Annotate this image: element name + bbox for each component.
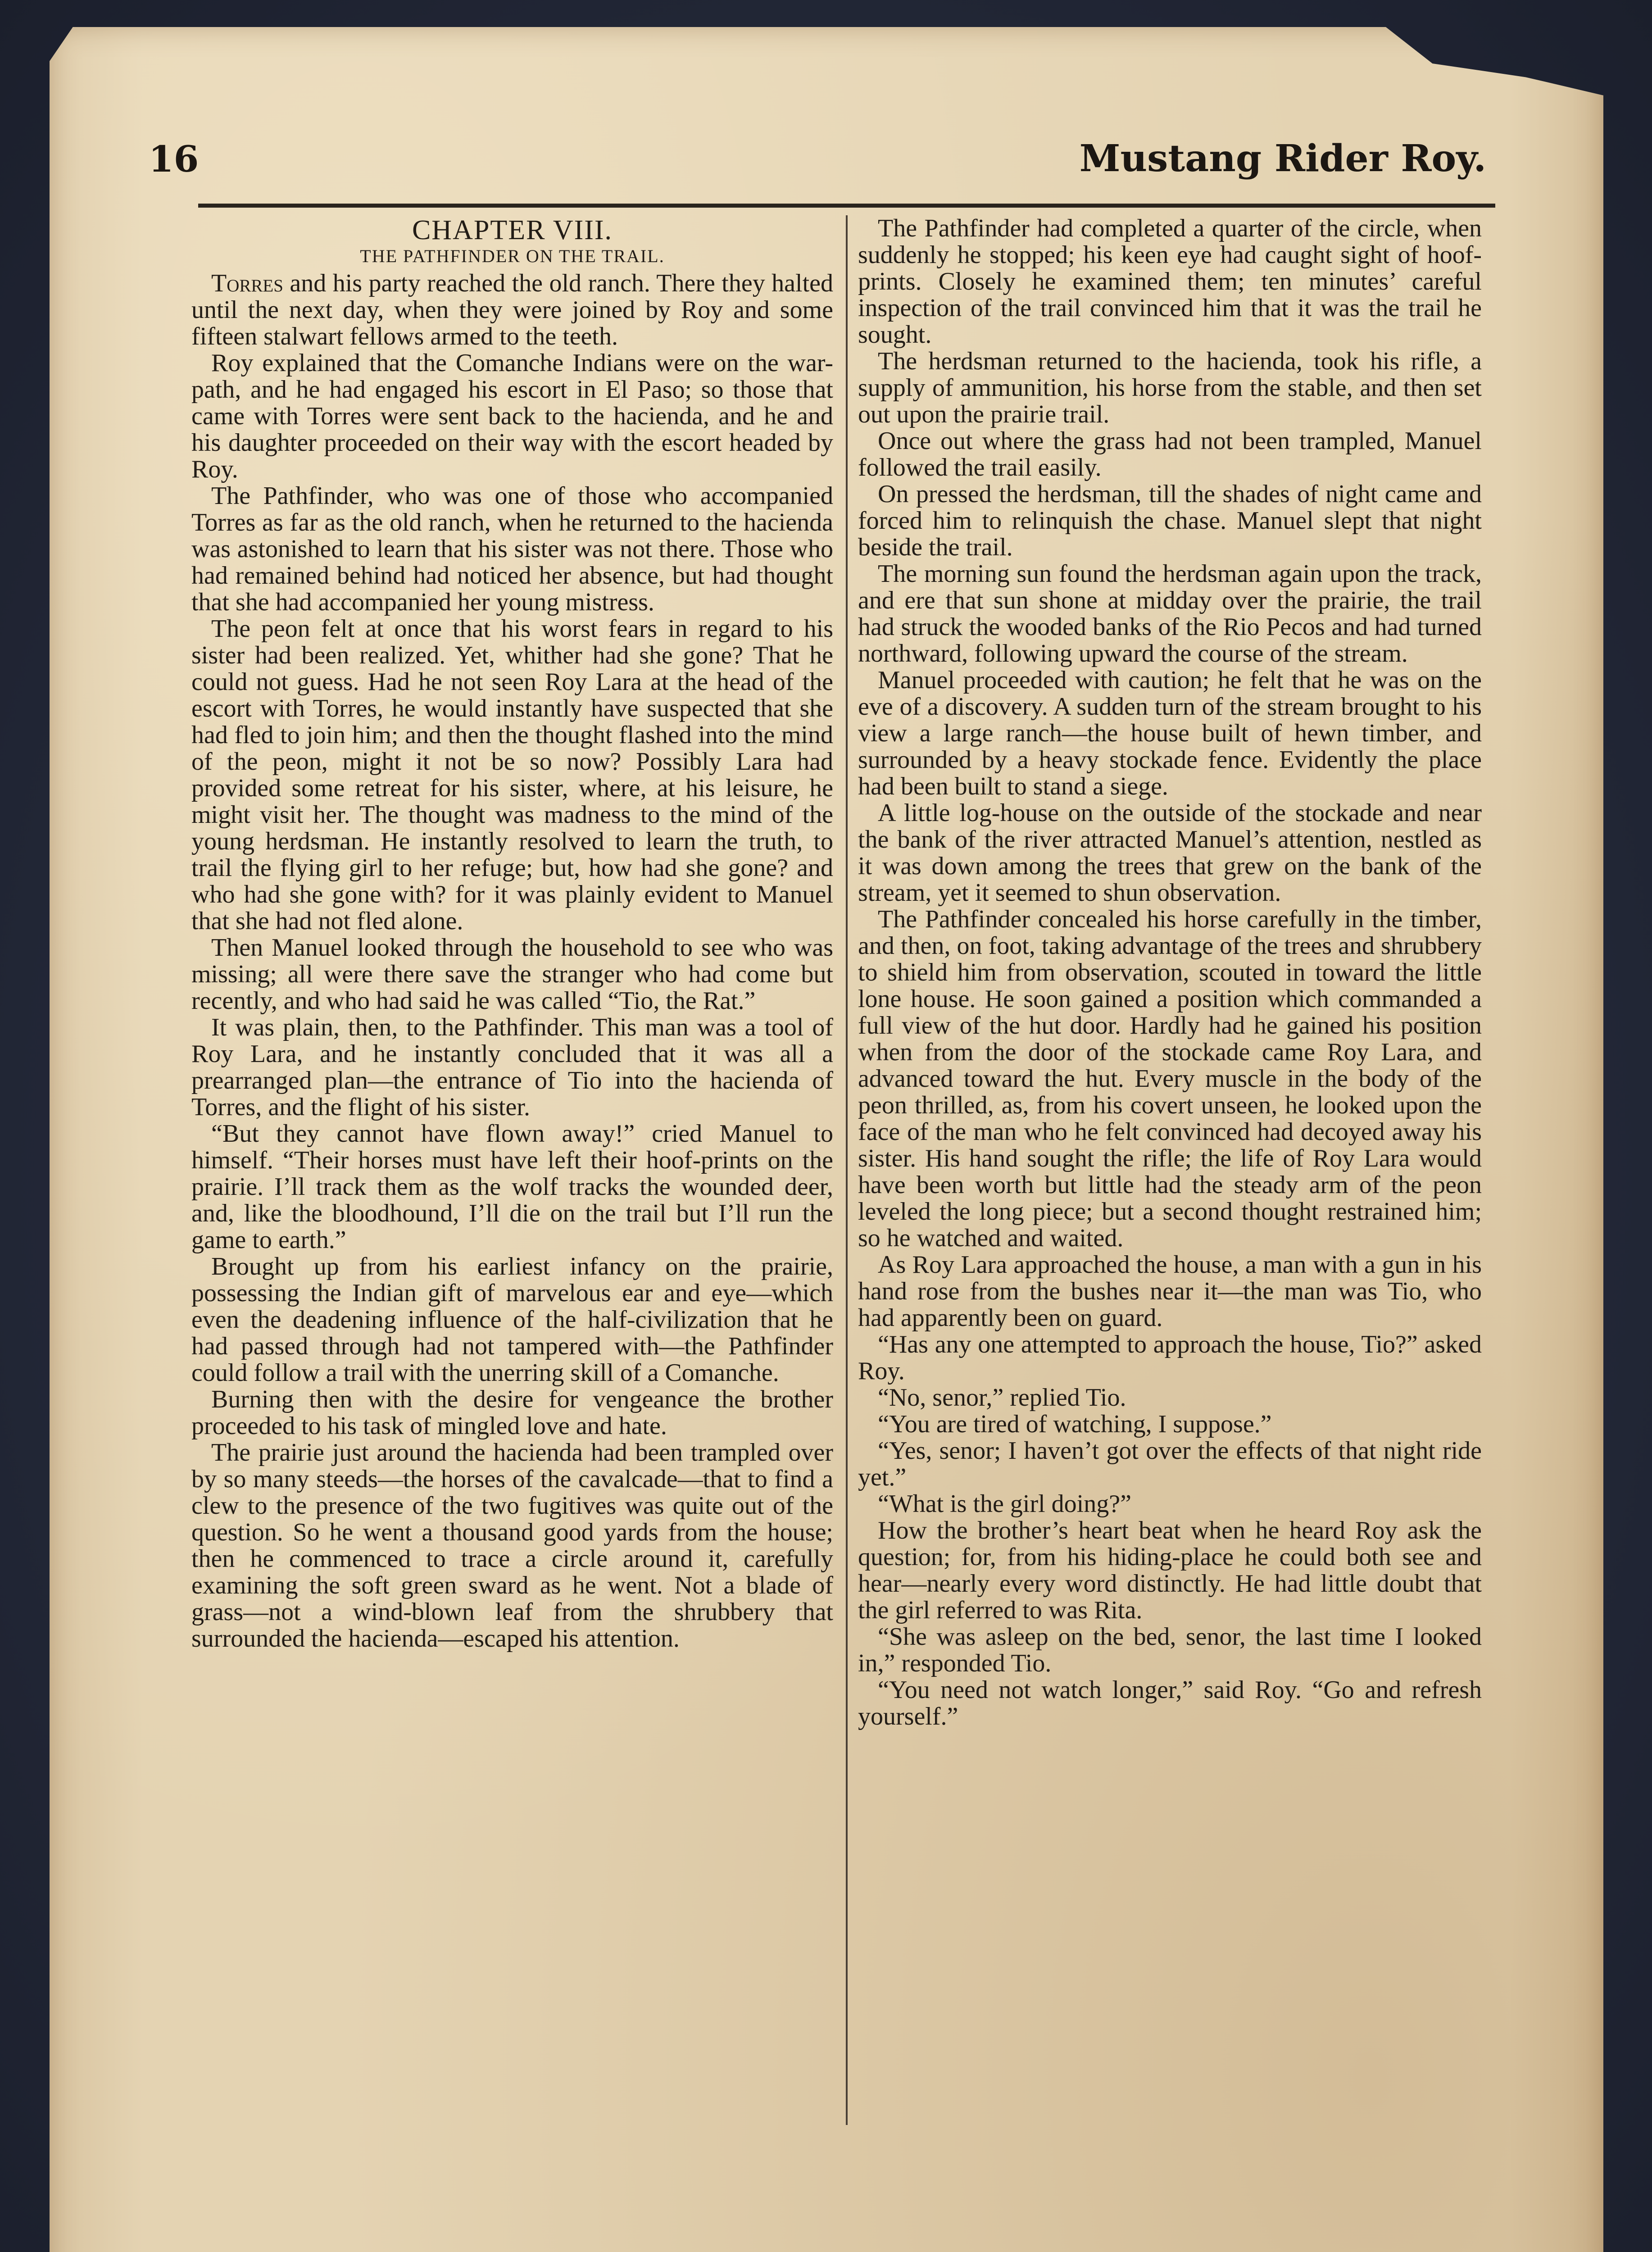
paragraph: It was plain, then, to the Pathfinder. This man was a tool of Roy Lara, and he instantly concluded that it was all a prearranged plan—the entrance of Tio into the hacienda of Torres, and the flight of his sister. bbox=[191, 1013, 833, 1121]
running-title: Mustang Rider Roy. bbox=[1079, 137, 1486, 180]
paragraph: “But they cannot have flown away!” cried Manuel to himself. “Their horses must have left their hoof-prints on the prairie. I’ll track them as the wolf tracks the wounded deer, and, like the bloodhound, I’ll die on the trail but I’ll run the game to earth.” bbox=[191, 1120, 833, 1254]
paragraph: “Has any one attempted to approach the house, Tio?” asked Roy. bbox=[858, 1330, 1482, 1385]
paragraph: The prairie just around the hacienda had been trampled over by so many steeds—the horses of the cavalcade—that to find a clew to the presence of the two fugitives was quite out of the question. So he went a thousand good yards from the house; then he commenced to trace a circle around it, carefully examining the soft green sward as he went. Not a blade of grass—not a wind-blown leaf from the shrubbery that surrounded the hacienda—escaped his attention. bbox=[191, 1439, 833, 1653]
paragraph: Burning then with the desire for vengeance the brother proceeded to his task of mingled love and hate. bbox=[191, 1385, 833, 1440]
right-column bbox=[858, 215, 1482, 2143]
paragraph: “You are tired of watching, I suppose.” bbox=[878, 1410, 1272, 1438]
paragraph: Manuel proceeded with caution; he felt that he was on the eve of a discovery. A sudden turn of the stream brought to his view a large ranch—the house built of hewn timber, and surrounded by a heavy stockade fence. Evidently the place had been built to stand a siege. bbox=[858, 666, 1482, 800]
paragraph: “You need not watch longer,” said Roy. “Go and refresh yourself.” bbox=[858, 1676, 1482, 1730]
paragraph: How the brother’s heart beat when he heard Roy ask the question; for, from his hiding-place he could both see and hear—nearly every word distinctly. He had little doubt that the girl referred to was Rita. bbox=[858, 1516, 1482, 1624]
opening-word: Torres bbox=[211, 269, 283, 297]
opening-text: and his party reached the old ranch. There they halted until the next day, when they were joined by Roy and some fifteen stalwart fellows armed to the teeth. bbox=[191, 269, 833, 350]
paragraph: “What is the girl doing?” bbox=[878, 1490, 1131, 1518]
paragraph: Roy explained that the Comanche Indians were on the war-path, and he had engaged his escort in El Paso; so those that came with Torres were sent back to the hacienda, and he and his daughter proceeded on their way with the escort headed by Roy. bbox=[191, 349, 833, 483]
paragraph: The Pathfinder, who was one of those who accompanied Torres as far as the old ranch, when he returned to the hacienda was astonished to learn that his sister was not there. Those who had remained behind had noticed her absence, but had thought that she had accompanied her young mistress. bbox=[191, 482, 833, 616]
left-column bbox=[191, 215, 833, 2143]
paragraph: The Pathfinder had completed a quarter of the circle, when suddenly he stopped; his keen eye had caught sight of hoof-prints. Closely he examined them; ten minutes’ careful inspection of the trail convinced him that it was the trail he sought. bbox=[858, 215, 1482, 349]
column-divider bbox=[846, 215, 848, 2125]
page-number: 16 bbox=[149, 138, 199, 180]
paragraph: The Pathfinder concealed his horse carefully in the timber, and then, on foot, taking advantage of the trees and shrubbery to shield him from observation, scouted in toward the little lone house. He soon gained a position which commanded a full view of the hut door. Hardly had he gained his position when from the door of the stockade came Roy Lara, and advanced toward the hut. Every muscle in the body of the peon thrilled, as, from his covert unseen, he looked upon the face of the man who he felt convinced had decoyed away his sister. His hand sought the rifle; the life of Roy Lara would have been worth but little had the steady arm of the peon leveled the long piece; but a second thought restrained him; so he watched and waited. bbox=[858, 905, 1482, 1252]
paragraph: “She was asleep on the bed, senor, the last time I looked in,” responded Tio. bbox=[858, 1623, 1482, 1677]
chapter-title: THE PATHFINDER ON THE TRAIL. bbox=[360, 246, 665, 266]
paragraph: As Roy Lara approached the house, a man with a gun in his hand rose from the bushes near it—the man was Tio, who had apparently been on guard. bbox=[858, 1251, 1482, 1332]
paragraph: The morning sun found the herdsman again upon the track, and ere that sun shone at midday over the prairie, the trail had struck the wooded banks of the Rio Pecos and had turned northward, following upward the course of the stream. bbox=[858, 560, 1482, 667]
header-rule bbox=[198, 204, 1495, 208]
paragraph: A little log-house on the outside of the stockade and near the bank of the river attracted Manuel’s attention, nestled as it was down among the trees that grew on the bank of the stream, yet it seemed to shun observation. bbox=[858, 799, 1482, 907]
paragraph: Once out where the grass had not been trampled, Manuel followed the trail easily. bbox=[858, 427, 1482, 481]
paragraph: The peon felt at once that his worst fears in regard to his sister had been realized. Yet, whither had she gone? That he could not guess. Had he not seen Roy Lara at the head of the escort with Torres, he would instantly have suspected that she had fled to join him; and then the thought flashed into the mind of the peon, might it not be so now? Possibly Lara had provided some retreat for his sister, where, at his leisure, he might visit her. The thought was madness to the mind of the young herdsman. He instantly resolved to learn the truth, to trail the flying girl to her refuge; but, how had she gone? and who had she gone with? for it was plainly evident to Manuel that she had not fled alone. bbox=[191, 615, 833, 935]
paragraph: “Yes, senor; I haven’t got over the effects of that night ride yet.” bbox=[858, 1437, 1482, 1491]
paragraph: The herdsman returned to the hacienda, took his rifle, a supply of ammunition, his horse from the stable, and then set out upon the prairie trail. bbox=[858, 347, 1482, 428]
paragraph: Brought up from his earliest infancy on the prairie, possessing the Indian gift of marvelous ear and eye—which even the deadening influence of the half-civilization that he had passed through had not tampered with—the Pathfinder could follow a trail with the unerring skill of a Comanche. bbox=[191, 1253, 833, 1387]
paragraph-opening bbox=[191, 270, 833, 350]
paragraph: On pressed the herdsman, till the shades of night came and forced him to relinquish the chase. Manuel slept that night beside the trail. bbox=[858, 480, 1482, 561]
page-header bbox=[149, 117, 1486, 180]
chapter-number: CHAPTER VIII. bbox=[412, 215, 613, 245]
paragraph: Then Manuel looked through the household to see who was missing; all were there save the stranger who had come but recently, and who had said he was called “Tio, the Rat.” bbox=[191, 934, 833, 1015]
paragraph: “No, senor,” replied Tio. bbox=[878, 1384, 1126, 1412]
